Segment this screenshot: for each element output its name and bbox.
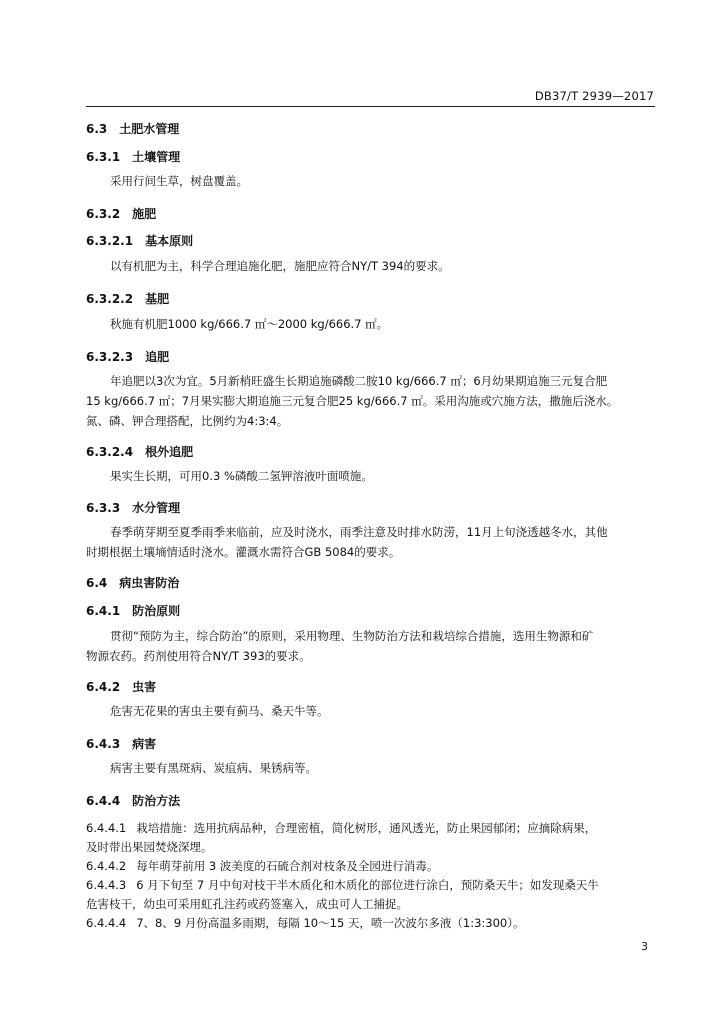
- item-6-4-4-4: [86, 914, 525, 933]
- heading-6-3-2-2: [86, 290, 169, 307]
- heading-6-4-3: [86, 735, 156, 752]
- item-text: 每年萌芽前用 3 波美度的石硫合剂对枝条及全园进行消毒。: [136, 859, 439, 873]
- heading-6-4-1: [86, 602, 180, 619]
- section-title: 病虫害防治: [119, 576, 180, 590]
- section-title: 施肥: [132, 207, 157, 221]
- header-rule: [86, 106, 655, 107]
- section-number: 6.4.2: [86, 680, 121, 694]
- section-number: 6.3.2.2: [86, 292, 134, 306]
- paragraph-6-3-2-3-line3: 氮、磷、钾合理搭配，比例约为4:3:4。: [86, 414, 289, 428]
- paragraph-6-3-3-line2: 时期根据土壤墒情适时浇水。灌溉水需符合GB 5084的要求。: [86, 545, 401, 559]
- paragraph-6-3-1: 采用行间生草，树盘覆盖。: [110, 174, 248, 188]
- section-number: 6.4.4: [86, 794, 121, 808]
- section-title: 土肥水管理: [119, 122, 180, 136]
- section-title: 基本原则: [145, 234, 194, 248]
- paragraph-6-4-3: 病害主要有黑斑病、炭疽病、果锈病等。: [110, 761, 317, 775]
- paragraph-6-3-2-4: 果实生长期，可用0.3 %磷酸二氢钾溶液叶面喷施。: [110, 469, 373, 483]
- section-number: 6.4.3: [86, 737, 121, 751]
- section-title: 水分管理: [132, 501, 181, 515]
- section-number: 6.3.2.1: [86, 234, 134, 248]
- paragraph-6-3-3-line1: 春季萌芽期至夏季雨季来临前，应及时浇水，雨季注意及时排水防涝，11月上旬浇透越冬水，其他: [110, 525, 608, 539]
- heading-6-3-1: [86, 148, 180, 165]
- item-number: 6.4.4.2: [86, 859, 127, 873]
- section-title: 防治方法: [132, 794, 181, 808]
- section-title: 追肥: [145, 350, 170, 364]
- item-6-4-4-2: [86, 857, 438, 876]
- heading-6-3-2: [86, 205, 156, 222]
- section-number: 6.3.3: [86, 501, 121, 515]
- section-number: 6.4.1: [86, 604, 121, 618]
- paragraph-6-4-1-line2: 物源农药。药剂使用符合NY/T 393的要求。: [86, 649, 311, 663]
- item-number: 6.4.4.4: [86, 916, 127, 930]
- item-6-4-4-1-line1: [86, 819, 596, 838]
- item-number: 6.4.4.1: [86, 821, 127, 835]
- heading-6-4-2: [86, 678, 156, 695]
- section-title: 防治原则: [132, 604, 181, 618]
- section-title: 根外追肥: [145, 445, 194, 459]
- heading-6-4: [86, 574, 179, 591]
- section-number: 6.3.2.4: [86, 445, 134, 459]
- section-title: 病害: [132, 737, 157, 751]
- page-number: 3: [641, 940, 648, 953]
- section-number: 6.4: [86, 576, 108, 590]
- paragraph-6-4-2: 危害无花果的害虫主要有蓟马、桑天牛等。: [110, 704, 329, 718]
- item-6-4-4-1-line2: 及时带出果园焚烧深埋。: [86, 840, 213, 854]
- section-title: 虫害: [132, 680, 157, 694]
- section-number: 6.3.2.3: [86, 350, 134, 364]
- heading-6-4-4: [86, 792, 180, 809]
- section-number: 6.3.1: [86, 150, 121, 164]
- heading-6-3: [86, 120, 179, 137]
- paragraph-6-3-2-3-line2: 15 kg/666.7 ㎡；7月果实膨大期追施三元复合肥25 kg/666.7 ㎡。采用沟施或穴施方法，撒施后浇水。: [86, 394, 619, 408]
- paragraph-6-3-2-1: 以有机肥为主，科学合理追施化肥，施肥应符合NY/T 394的要求。: [110, 259, 450, 273]
- item-number: 6.4.4.3: [86, 878, 127, 892]
- standard-code: DB37/T 2939—2017: [534, 89, 654, 103]
- item-6-4-4-3-line1: [86, 876, 599, 895]
- section-number: 6.3: [86, 122, 108, 136]
- item-text: 7、8、9 月份高温多雨期，每隔 10～15 天，喷一次波尔多液（1:3:300）。: [136, 916, 525, 930]
- heading-6-3-3: [86, 499, 180, 516]
- heading-6-3-2-3: [86, 348, 169, 365]
- paragraph-6-3-2-3-line1: 年追肥以3次为宜。5月新梢旺盛生长期追施磷酸二胺10 kg/666.7 ㎡；6月幼果期追施三元复合肥: [110, 374, 608, 388]
- heading-6-3-2-4: [86, 443, 193, 460]
- item-6-4-4-3-line2: 危害枝干，幼虫可采用虹孔注药或药签塞入，成虫可人工捕捉。: [86, 897, 408, 911]
- section-title: 土壤管理: [132, 150, 181, 164]
- item-text: 栽培措施：选用抗病品种，合理密植，简化树形，通风透光，防止果园郁闭；应摘除病果，: [136, 821, 597, 835]
- section-title: 基肥: [145, 292, 170, 306]
- heading-6-3-2-1: [86, 232, 193, 249]
- item-text: 6 月下旬至 7 月中旬对枝干半木质化和木质化的部位进行涂白，预防桑天牛；如发现桑天牛: [136, 878, 599, 892]
- paragraph-6-3-2-2: 秋施有机肥1000 kg/666.7 ㎡～2000 kg/666.7 ㎡。: [110, 317, 389, 331]
- section-number: 6.3.2: [86, 207, 121, 221]
- paragraph-6-4-1-line1: 贯彻“预防为主，综合防治”的原则，采用物理、生物防治方法和栽培综合措施，选用生物源和矿: [110, 629, 594, 643]
